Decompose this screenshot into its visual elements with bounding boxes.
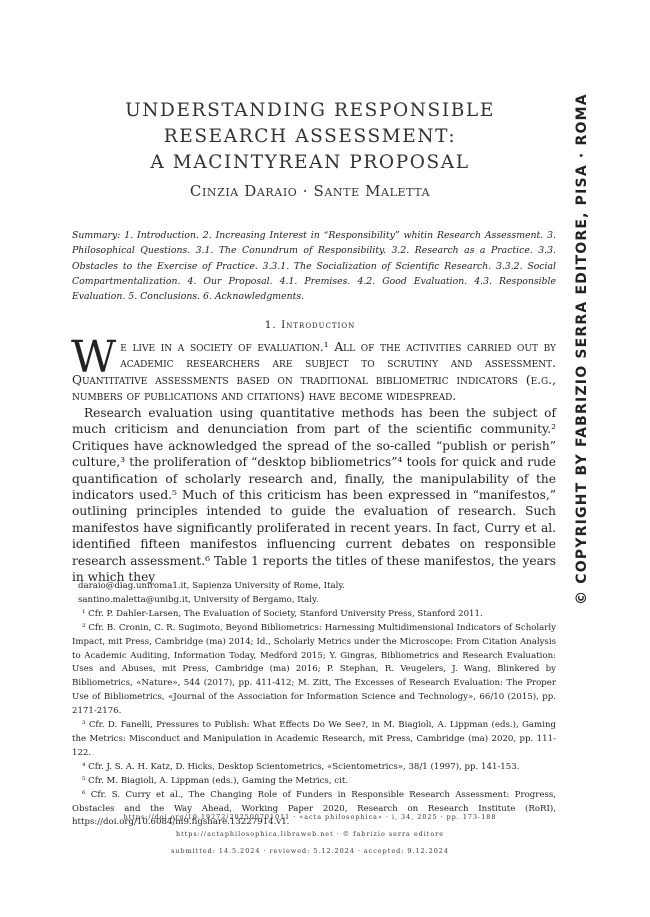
intro-paragraph-2: Research evaluation using quantitative methods has been the subject of much criticism and denunciation from part of the scientific community.² Critiques have acknowledged the spread of the so-called “publish or perish” culture,³ the proliferation of “desktop bibliometrics”⁴ tools for quick and rude quantification of scholarly research and, finally, the manipulability of the indicators used.⁵ Much of this criticism has been expressed in “manifestos,” outlining principles intended to guide the evaluation of research. Such manifestos have significantly proliferated in recent years. In fact, Curry et al. identified fifteen manifestos influencing current debates on responsible research assessment.⁶ Table 1 reports the titles of these manifestos, the years in which they: [72, 406, 556, 585]
affiliation-1: daraio@diag.uniroma1.it, Sapienza University of Rome, Italy.: [78, 581, 345, 591]
affiliation-2: santino.maletta@unibg.it, University of Bergamo, Italy.: [78, 594, 319, 605]
footnote-5: ⁵ Cfr. M. Biagioli, A. Lippman (eds.), Gaming the Metrics, cit.: [82, 775, 349, 786]
dropcap: W: [71, 332, 117, 383]
footnote-3: ³ Cfr. D. Fanelli, Pressures to Publish: What Effects Do We See?, in M. Biagioli, A. Lippman (eds.), Gaming the Metrics: Misconduct and Manipulation in Academic Research, mit Press, Cambridge (ma) 2020, pp. 111-122.: [72, 720, 556, 758]
footnote-4: ⁴ Cfr. J. S. A. H. Katz, D. Hicks, Desktop Scientometrics, «Scientometrics», 38/1 (1997), pp. 141-153.: [82, 761, 520, 772]
footer-doi: https://doi.org/10.19272/202500701011 · «acta philosophica» · i, 34, 2025 · pp. 173-188: [123, 813, 497, 821]
section-heading: 1. Introduction: [264, 319, 356, 331]
title-line-1: UNDERSTANDING RESPONSIBLE: [125, 100, 495, 121]
footnote-2: ² Cfr. B. Cronin, C. R. Sugimoto, Beyond Bibliometrics: Harnessing Multidimensional Indicators of Scholarly Impact, mit Press, Cambridge (ma) 2014; Id., Scholarly Metrics under the Microscope: From Citation Analysis to Academic Auditing, Information Today, Medford 2015; Y. Gingras, Bibliometrics and Research Evaluation: Uses and Abuses, mit Press, Cambridge (ma) 2016; P. Stephan, R. Veugelers, J. Wang, Blinkered by Bibliometrics, «Nature», 544 (2017), pp. 411-412; M. Zitt, The Excesses of Research Evaluation: The Proper Use of Bibliometrics, «Journal of the Association for Information Science and Technology», 66/10 (2015), pp. 2171-2176.: [72, 622, 556, 717]
summary: Summary: 1. Introduction. 2. Increasing Interest in “Responsibility” whitin Research Assessment. 3. Philosophical Questions. 3.1. The Conundrum of Responsibility. 3.2. Research as a Practice. 3.3. Obstacles to the Exercise of Practice. 3.3.1. The Socialization of Scientific Research. 3.3.2. Social Compartmentalization. 4. Our Proposal. 4.1. Premises. 4.2. Good Evaluation. 4.3. Responsible Evaluation. 5. Conclusions. 6. Acknowledgments.: [72, 230, 556, 303]
intro-paragraph-1: [71, 332, 556, 405]
authors: Cinzia Daraio · Sante Maletta: [189, 182, 431, 200]
title-line-2: RESEARCH ASSESSMENT:: [163, 126, 457, 147]
intro-p1-text: e live in a society of evaluation.¹ All of the activities carried out by academic researchers are subject to scrutiny and assessment. Quantitative assessments based on traditional bibliometric indicators (e.g., numbers of publications and citations) have become widespread.: [72, 340, 556, 404]
title-line-3: A MACINTYREAN PROPOSAL: [150, 152, 470, 173]
footer-web: https://actaphilosophica.libraweb.net · © fabrizio serra editore: [175, 830, 445, 838]
footnote-1: ¹ Cfr. P. Dahler-Larsen, The Evaluation of Society, Stanford University Press, Stanford 2011.: [82, 608, 483, 619]
footnotes: [72, 580, 556, 830]
copyright-vertical: © COPYRIGHT BY FABRIZIO SERRA EDITORE, PISA · ROMA: [574, 93, 590, 605]
footnote-6: ⁶ Cfr. S. Curry et al., The Changing Role of Funders in Responsible Research Assessment: Progress, Obstacles and the Way Ahead, Working Paper 2020, Research on Research Institute (RoRI), https://doi.org/10.6084/m9.figshare.13227914.v1.: [72, 789, 556, 828]
footer-dates: submitted: 14.5.2024 · reviewed: 5.12.2024 · accepted: 9.12.2024: [171, 847, 449, 855]
